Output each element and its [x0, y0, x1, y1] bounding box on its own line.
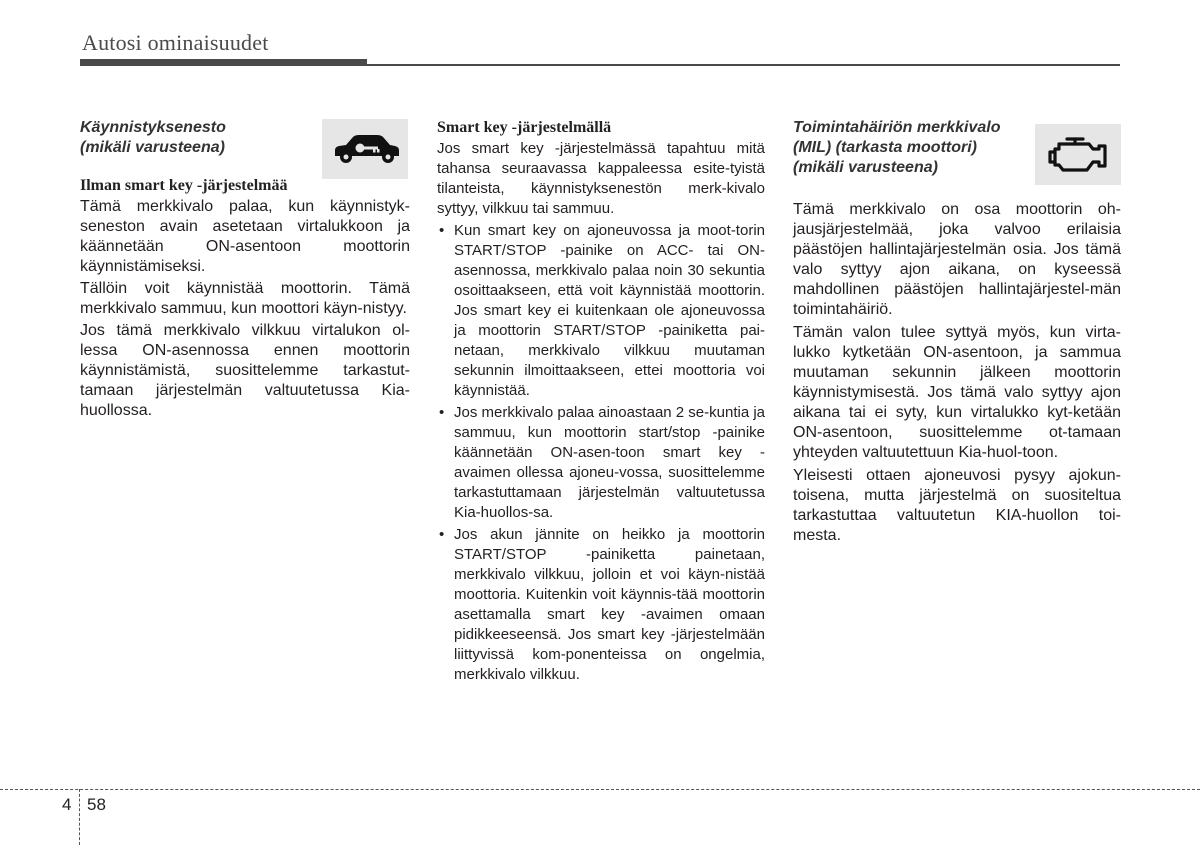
footer-divider: [0, 789, 1200, 790]
page-number: 58: [87, 795, 106, 814]
bullet-dot: •: [439, 404, 445, 421]
bullet-dot: •: [439, 526, 445, 543]
without-smart-key-heading: Ilman smart key -järjestelmää: [80, 177, 288, 194]
immobilizer-paragraph: Jos tämä merkkivalo vilkkuu virtalukon ol-lessa ON-asennossa ennen moottorin käynnistämistä, suosittelemme tarkastut-tamaan järjestelmän valtuutetussa Kia-huollossa.: [80, 322, 410, 419]
list-item: [437, 403, 765, 523]
immobilizer-car-key-icon: [322, 119, 408, 179]
immobilizer-heading-line: (mikäli varusteena): [80, 139, 225, 156]
immobilizer-heading-block: [80, 118, 410, 176]
footer-vertical-divider: [79, 789, 80, 845]
smart-key-heading: Smart key -järjestelmällä: [437, 119, 612, 136]
header-rule-thin: [80, 64, 1120, 66]
mil-paragraph: Tämä merkkivalo on osa moottorin oh-jausjärjestelmää, joka valvoo erilaisia päästöjen hallintajärjestelmän osia. Jos tämä valo syttyy ajon aikana, on kyseessä mahdollinen päästöjen hallintajärjestel-män toimintahäiriö.: [793, 201, 1121, 318]
bullet-dot: •: [439, 222, 445, 239]
mil-heading-line: (mikäli varusteena): [793, 159, 938, 176]
bullet-text: Kun smart key on ajoneuvossa ja moot-torin START/STOP -painike on ACC- tai ON-asennossa, merkkivalo palaa noin 30 sekuntia osoittaakseen, että voit käynnistää moottorin. Jos smart key ei kuitenkaan ole ajoneuvossa ja moottorin START/STOP -painiketta pai-netaan, merkkivalo vilkkuu muutaman sekunnin ilmoittaakseen, ettei moottoria voi käynnistää.: [454, 222, 765, 399]
section-number: 4: [62, 795, 72, 814]
immobilizer-paragraph: Tällöin voit käynnistää moottorin. Tämä merkkivalo sammuu, kun moottori käyn-nistyy.: [80, 280, 410, 317]
column-smart-key: [437, 118, 765, 687]
mil-heading-line: Toimintahäiriön merkkivalo: [793, 119, 1001, 136]
smart-key-bullet-list: [437, 221, 765, 685]
list-item: [437, 221, 765, 401]
column-immobilizer: [80, 118, 410, 423]
mil-paragraph: Yleisesti ottaen ajoneuvosi pysyy ajokun-toisena, mutta järjestelmä on suositeltua tarkastuttaa valtuutetun KIA-huollon toi-mesta.: [793, 467, 1121, 544]
immobilizer-paragraph: Tämä merkkivalo palaa, kun käynnistyk-seneston avain asetetaan virtalukkoon ja käännetään ON-asentoon moottorin käynnistämiseksi.: [80, 198, 410, 275]
column-mil: [793, 118, 1121, 549]
immobilizer-heading: [80, 118, 226, 158]
mil-heading-line: (MIL) (tarkasta moottori): [793, 139, 977, 156]
bullet-text: Jos merkkivalo palaa ainoastaan 2 se-kuntia ja sammuu, kun moottorin start/stop -painike käännetään ON-asen-toon smart key -avaimen ollessa ajoneu-vossa, suosittelemme tarkastuttamaan järjestelmän valtuutetussa Kia-huollos-sa.: [454, 404, 766, 521]
list-item: [437, 525, 765, 685]
mil-heading-block: [793, 118, 1121, 200]
check-engine-icon: [1035, 124, 1121, 185]
page-header-title: Autosi ominaisuudet: [82, 30, 269, 55]
immobilizer-heading-line: Käynnistyksenesto: [80, 119, 226, 136]
mil-paragraph: Tämän valon tulee syttyä myös, kun virta-lukko kytketään ON-asentoon, ja sammua muutaman sekunnin jälkeen moottorin käynnistymisestä. Jos tämä valo syttyy ajon aikana tai ei syty, kun virtalukko kyt-ketään ON-asentoon, suosittelemme ot-tamaan yhteyden valtuutettuun Kia-huol-toon.: [793, 324, 1121, 461]
smart-key-intro: Jos smart key -järjestelmässä tapahtuu mitä tahansa seuraavassa kappaleessa esite-tyistä tilanteista, käynnistyksenestön merk-kivalo syttyy, vilkkuu tai sammuu.: [437, 140, 765, 217]
mil-heading: [793, 118, 1000, 178]
bullet-text: Jos akun jännite on heikko ja moottorin START/STOP -painiketta painetaan, merkkivalo vilkkuu, jolloin et voi käyn-nistää moottoria. Kuitenkin voit käynnis-tää moottorin asettamalla smart key -avaimen omaan pidikkeeseensä. Jos smart key -järjestelmään liittyvissä kom-ponenteissa on ongelmia, merkkivalo vilkkuu.: [454, 526, 765, 683]
